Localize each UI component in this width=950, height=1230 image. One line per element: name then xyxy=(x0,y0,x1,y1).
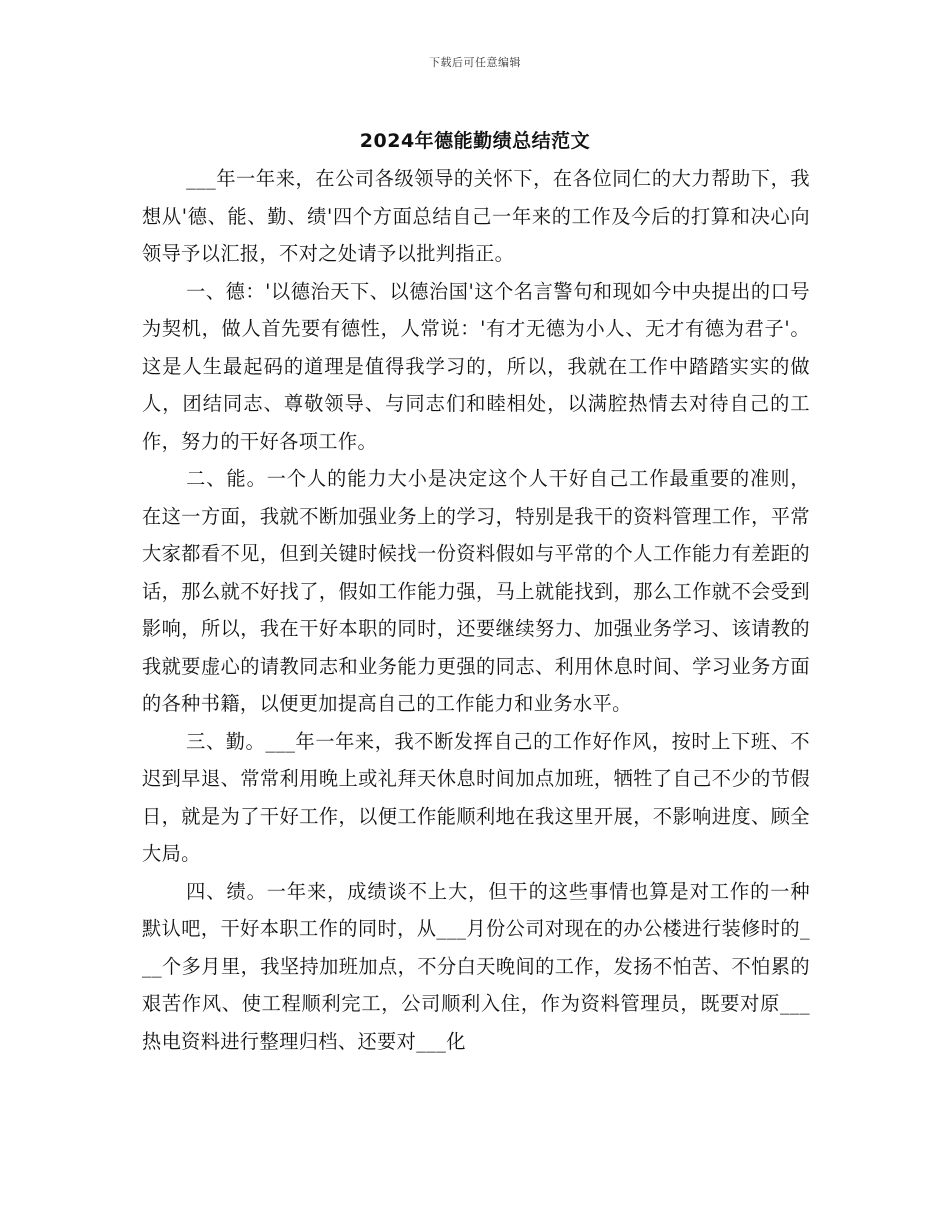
paragraph-achievement: 四、绩。一年来，成绩谈不上大，但干的这些事情也算是对工作的一种默认吧，干好本职工作的同时，从___月份公司对现在的办公楼进行装修时的___个多月里，我坚持加班加点，不分白天晚间的工作，发扬不怕苦、不怕累的艰苦作风、使工程顺利完工，公司顺利入住，作为资料管理员，既要对原___热电资料进行整理归档、还要对___化 xyxy=(142,879,810,1053)
paragraph-diligence: 三、勤。___年一年来，我不断发挥自己的工作好作风，按时上下班、不迟到早退、常常利用晚上或礼拜天休息时间加点加班，牺牲了自己不少的节假日，就是为了干好工作，以便工作能顺利地在我这里开展，不影响进度、顾全大局。 xyxy=(142,729,810,865)
document-title: 2024年德能勤绩总结范文 xyxy=(359,130,591,152)
download-note: 下载后可任意编辑 xyxy=(429,56,521,69)
paragraph-intro: ___年一年来，在公司各级领导的关怀下，在各位同仁的大力帮助下，我想从'德、能、勤、绩'四个方面总结自己一年来的工作及今后的打算和决心向领导予以汇报，不对之处请予以批判指正。 xyxy=(142,167,810,265)
document-body xyxy=(142,160,810,1060)
paragraph-ability: 二、能。一个人的能力大小是决定这个人干好自己工作最重要的准则，在这一方面，我就不断加强业务上的学习，特别是我干的资料管理工作，平常大家都看不见，但到关键时候找一份资料假如与平常的个人工作能力有差距的话，那么就不好找了，假如工作能力强，马上就能找到，那么工作就不会受到影响，所以，我在干好本职的同时，还要继续努力、加强业务学习、该请教的我就要虚心的请教同志和业务能力更强的同志、利用休息时间、学习业务方面的各种书籍，以便更加提高自己的工作能力和业务水平。 xyxy=(142,467,810,715)
paragraph-virtue: 一、德：'以德治天下、以德治国'这个名言警句和现如今中央提出的口号为契机，做人首先要有德性，人常说：'有才无德为小人、无才有德为君子'。这是人生最起码的道理是值得我学习的，所以，我就在工作中踏踏实实的做人，团结同志、尊敬领导、与同志们和睦相处，以满腔热情去对待自己的工作，努力的干好各项工作。 xyxy=(142,279,810,453)
